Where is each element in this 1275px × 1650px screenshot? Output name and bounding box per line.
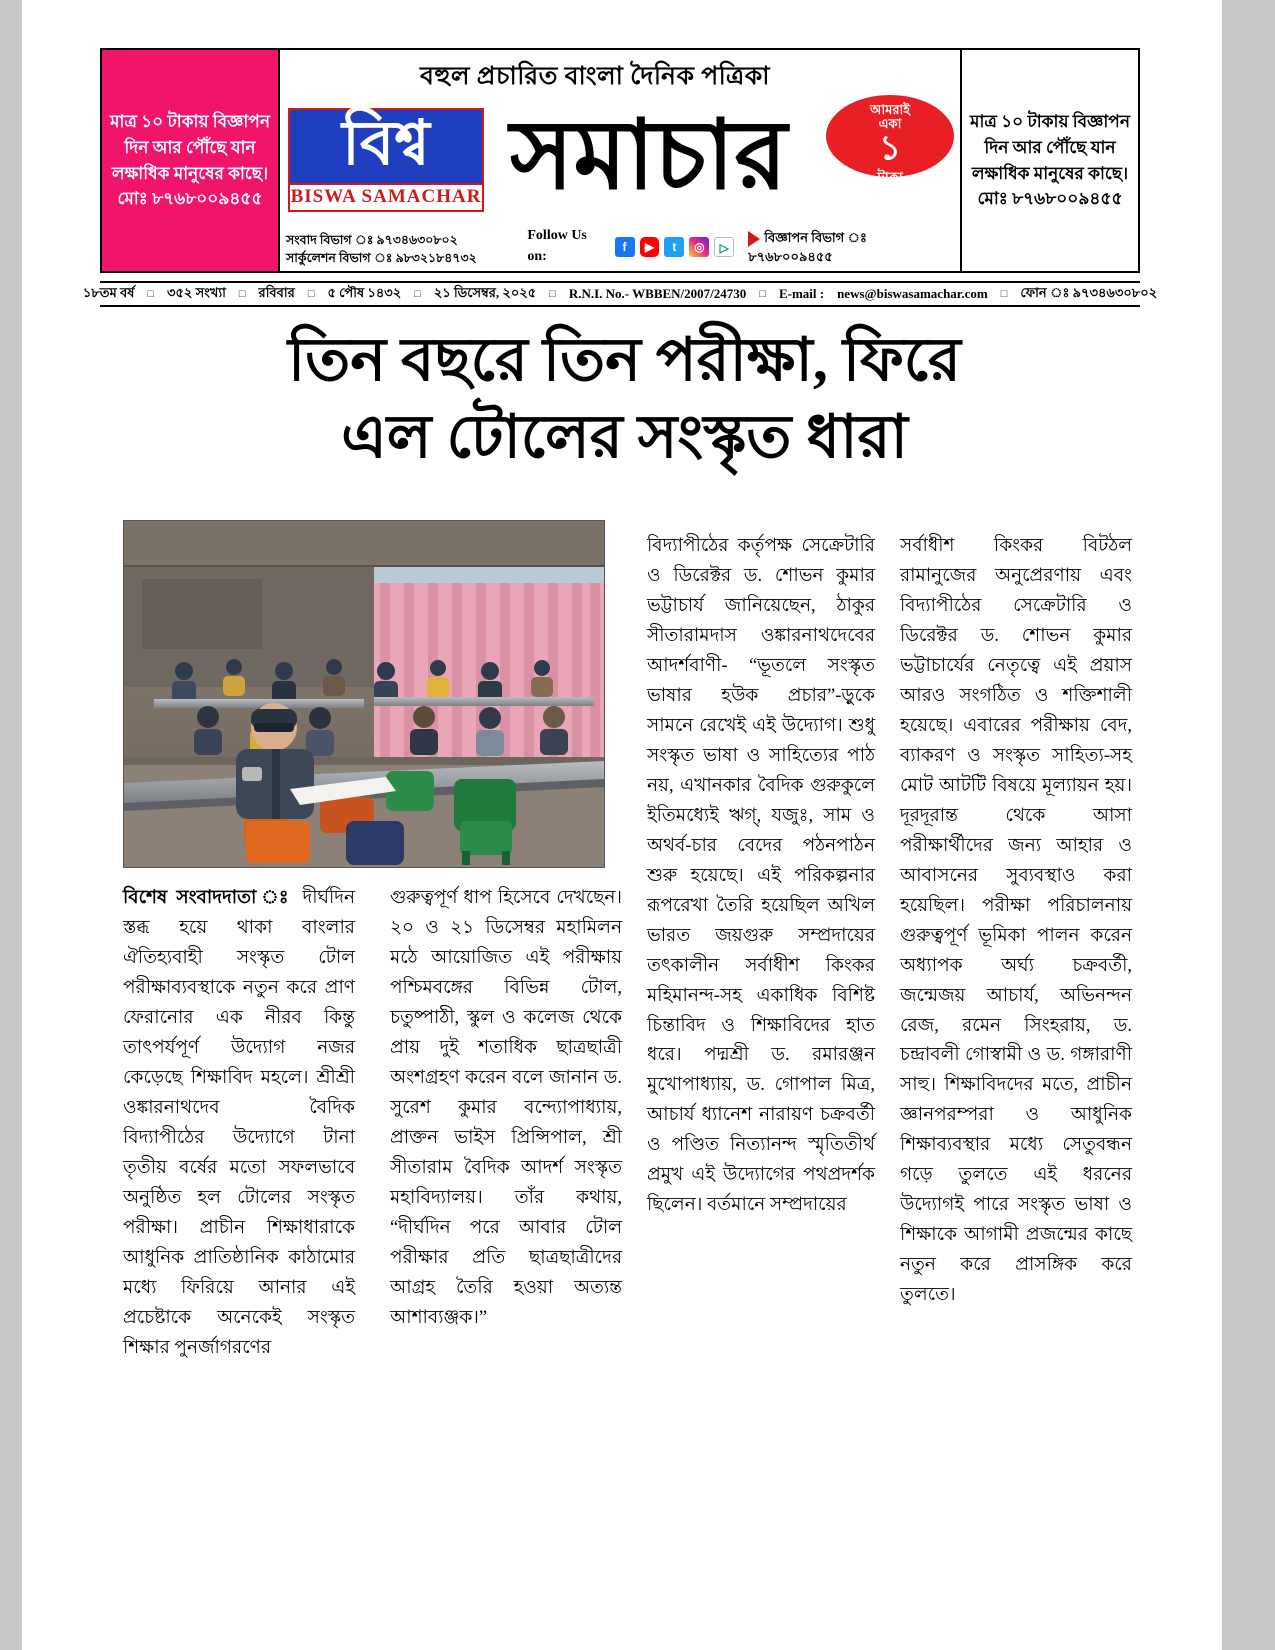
article-photo [123, 520, 605, 868]
follow-us-block [527, 226, 734, 267]
headline-line-2: এল টোলের সংস্কৃত ধারা [341, 403, 908, 470]
logo-english-text: BISWA SAMACHAR [288, 185, 484, 212]
issue-info-bar [82, 281, 1158, 307]
ad-left-phone: মোঃ ৮৭৬৮০০৯৪৫৫ [117, 189, 263, 209]
headline-line-1: তিন বছরে তিন পরীক্ষা, ফিরে [288, 327, 961, 393]
ad-right-phone: মোঃ ৮৭৬৮০০৯৪৫৫ [977, 189, 1123, 209]
paper-name: সমাচার [510, 101, 788, 209]
price-badge-amount: ১ [878, 129, 902, 167]
article-column-1 [123, 884, 355, 1364]
separator-icon: □ [549, 288, 556, 300]
phone-text: ফোন ঃ ৯৭৩৪৬৩০৮০২ [1020, 284, 1158, 300]
newspaper-page [22, 0, 1222, 1650]
price-badge-top: আমরাই [869, 102, 911, 117]
ad-box-right[interactable] [960, 50, 1138, 271]
masthead-contacts [280, 226, 960, 271]
logo-badge [288, 108, 484, 212]
ad-right-line-3: লক্ষাধিক মানুষের কাছে। [971, 163, 1129, 183]
ad-right-line-2: দিন আর পৌঁছে যান [984, 137, 1116, 157]
ad-department-contact [748, 229, 954, 267]
circulation-department-contact: সার্কুলেশন বিভাগ ঃ ৯৮৩২১৮৪৭৩২ [286, 250, 477, 265]
ad-left-line-1: মাত্র ১০ টাকায় বিজ্ঞাপন [110, 111, 270, 131]
youtube-icon[interactable]: ▶ [640, 237, 660, 257]
masthead-logo-row [280, 99, 960, 226]
english-date-text: ২১ ডিসেম্বর, ২০২৫ [433, 284, 537, 300]
article-column-3-text: বিদ্যাপীঠের কর্তৃপক্ষ সেক্রেটারি ও ডিরেক্টর ড. শোভন কুমার ভট্টাচার্য জানিয়েছেন, ঠাকুর সীতারামদাস ওঙ্কারনাথদেবের আদর্শবাণী- “ভূতলে সংস্কৃত ভাষার হউক প্রচার”-ড়ুকে সামনে রেখেই এই উদ্যোগ। শুধু সংস্কৃত ভাষা ও সাহিত্যের পাঠ নয়, এখানকার বৈদিক গুরুকুলে ইতিমধ্যেই ঋগ্, যজুঃ, সাম ও অথর্ব-চার বেদের পঠনপাঠন শুরু হয়েছে। এই পরিকল্পনার রূপরেখা তৈরি হয়েছিল অখিল ভারত জয়গুরু সম্প্রদায়ের তৎকালীন সর্বাধীশ কিংকর মহিমানন্দ-সহ একাধিক বিশিষ্ট চিন্তাবিদ ও শিক্ষাবিদের হাত ধরে। পদ্মশ্রী ড. রমারঞ্জন মুখোপাধ্যায়, ড. গোপাল মিত্র, আচার্য ধ্যানেশ নারায়ণ চক্রবর্তী ও পণ্ডিত নিত্যানন্দ স্মৃতিতীর্থ প্রমুখ এই উদ্যোগের পথপ্রদর্শক ছিলেন। বর্তমানে সম্প্রদায়ের [647, 536, 875, 1216]
facebook-icon[interactable]: f [615, 237, 635, 257]
ad-department-text: বিজ্ঞাপন বিভাগ ঃ ৮৭৬৮০০৯৪৫৫ [748, 230, 867, 265]
news-department-contact: সংবাদ বিভাগ ঃ ৯৭৩৪৬৩০৮০২ [286, 232, 458, 247]
article-column-2-text: গুরুত্বপূর্ণ ধাপ হিসেবে দেখছেন। ২০ ও ২১ ডিসেম্বর মহামিলন মঠে আয়োজিত এই পরীক্ষায় পশ্চিমবঙ্গের বিভিন্ন টোল, চতুষ্পাঠী, স্কুল ও কলেজ থেকে প্রায় দুই শতাধিক ছাত্রছাত্রী অংশগ্রহণ করেন বলে জানান ড. সুরেশ কুমার বন্দ্যোপাধ্যায়, প্রাক্তন ভাইস প্রিন্সিপাল, শ্রী সীতারাম বৈদিক আদর্শ সংস্কৃত মহাবিদ্যালয়। তাঁর কথায়, “দীর্ঘদিন পরে আবার টোল পরীক্ষার প্রতি ছাত্রছাত্রীদের আগ্রহ তৈরি হওয়া অত্যন্ত আশাব্যঞ্জক।” [390, 888, 622, 1328]
logo-bengali-text: বিশ্ব [288, 108, 484, 185]
article-column-2 [390, 884, 622, 1334]
separator-icon: □ [1000, 288, 1008, 300]
ad-left-line-3: লক্ষাধিক মানুষের কাছে। [111, 163, 269, 183]
separator-icon: □ [414, 288, 421, 300]
instagram-icon[interactable]: ◎ [689, 237, 709, 257]
email-address[interactable]: news@biswasamachar.com [837, 286, 988, 301]
photo-illustration [124, 521, 604, 867]
masthead-tagline: বহুল প্রচারিত বাংলা দৈনিক পত্রিকা [420, 63, 770, 90]
separator-icon: □ [307, 288, 315, 300]
ad-box-left[interactable] [102, 50, 280, 271]
article-byline: বিশেষ সংবাদদাতা ঃ [123, 888, 294, 908]
volume-text: ১৮তম বর্ষ [82, 284, 135, 300]
article-column-3 [647, 532, 875, 1221]
separator-icon: □ [238, 288, 246, 300]
price-badge-second: একা [878, 116, 902, 132]
masthead [100, 48, 1140, 273]
ad-left-line-2: দিন আর পৌঁছে যান [124, 137, 256, 157]
article-column-4 [900, 532, 1132, 1311]
issue-number-text: ৩৫২ সংখ্যা [167, 284, 226, 300]
separator-icon: □ [759, 288, 766, 300]
article-column-4-text: সর্বাধীশ কিংকর বিটঠল রামানুজের অনুপ্রেরণায় এবং বিদ্যাপীঠের সেক্রেটারি ও ডিরেক্টর ড. শোভন কুমার ভট্টাচার্যের নেতৃত্বে এই প্রয়াস আরও সংগঠিত ও শক্তিশালী হয়েছে। এবারের পরীক্ষায় বেদ, ব্যাকরণ ও সংস্কৃত সাহিত্য-সহ মোট আটটি বিষয়ে মূল্যায়ন হয়। দূরদূরান্ত থেকে আসা পরীক্ষার্থীদের জন্য আহার ও আবাসনের সুব্যবস্থাও করা হয়েছিল। পরীক্ষা পরিচালনায় গুরুত্বপূর্ণ ভূমিকা পালন করেন অধ্যাপক অর্ঘ্য চক্রবর্তী, জন্মেজয় আচার্য, অভিনন্দন রেজ, রমেন সিংহরায়, ড. চন্দ্রাবলী গোস্বামী ও ড. গঙ্গারাণী সাহু। শিক্ষাবিদদের মতে, প্রাচীন জ্ঞানপরম্পরা ও আধুনিক শিক্ষাব্যবস্থার মধ্যে সেতুবন্ধন গড়ে তুলতে এই ধরনের উদ্যোগই পারে সংস্কৃত ভাষা ও শিক্ষাকে আগামী প্রজন্মের কাছে নতুন করে প্রাসঙ্গিক করে তুলতে। [900, 536, 1132, 1306]
ad-right-line-1: মাত্র ১০ টাকায় বিজ্ঞাপন [970, 111, 1130, 131]
email-label: E-mail : [778, 286, 825, 301]
follow-us-label: Follow Us on: [527, 228, 587, 264]
article-column-1-text: দীর্ঘদিন স্তব্ধ হয়ে থাকা বাংলার ঐতিহ্যবাহী সংস্কৃত টোল পরীক্ষাব্যবস্থাকে নতুন করে প্রাণ ফেরানোর এক নীরব কিন্তু তাৎপর্যপূর্ণ উদ্যোগ নজর কেড়েছে শিক্ষাবিদ মহলে। শ্রীশ্রী ওঙ্কারনাথদেব বৈদিক বিদ্যাপীঠের উদ্যোগে টানা তৃতীয় বর্ষের মতো সফলভাবে অনুষ্ঠিত হল টোলের সংস্কৃত পরীক্ষা। প্রাচীন শিক্ষাধারাকে আধুনিক প্রাতিষ্ঠানিক কাঠামোর মধ্যে ফিরিয়ে আনার এই প্রচেষ্টাকে অনেকেই সংস্কৃত শিক্ষার পুনর্জাগরণের [123, 888, 355, 1358]
bengali-date-text: ৫ পৌষ ১৪৩২ [327, 284, 402, 300]
twitter-icon[interactable]: t [664, 237, 684, 257]
rni-number-text: R.N.I. No.- WBBEN/2007/24730 [568, 286, 747, 301]
weekday-text: রবিবার [258, 284, 295, 300]
article-headline [117, 322, 1132, 476]
triangle-icon [748, 231, 760, 247]
masthead-center [280, 50, 960, 271]
googleplay-icon[interactable]: ▷ [714, 237, 734, 257]
separator-icon: □ [147, 288, 155, 300]
price-badge [826, 95, 954, 186]
price-badge-unit: টাকা [877, 170, 903, 186]
